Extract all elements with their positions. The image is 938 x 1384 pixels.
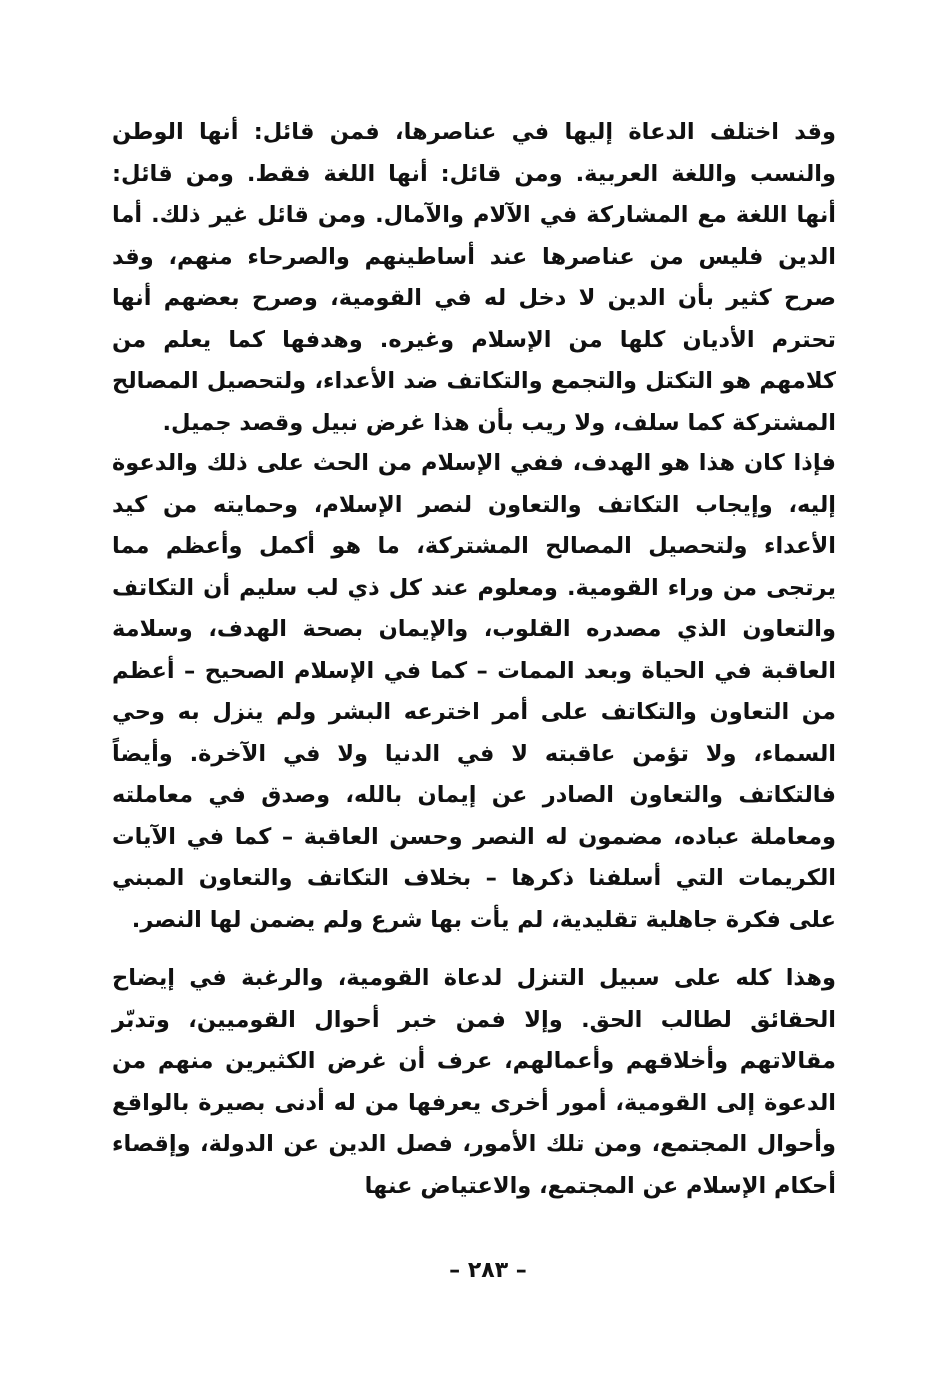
paragraph-2 (112, 443, 836, 941)
paragraph-1 (112, 112, 836, 444)
page-number: – ٢٨٣ – (449, 1258, 527, 1283)
paragraph-3-text: وهذا كله على سبيل التنزل لدعاة القومية، والرغبة في إيضاح الحقائق لطالب الحق. وإلا فمن خبر أحوال القوميين، وتدبّر مقالاتهم وأخلاقهم وأعمالهم، عرف أن غرض الكثيرين منهم من الدعوة إلى القومية، أمور أخرى يعرفها من له أدنى بصيرة بالواقع وأحوال المجتمع، ومن تلك الأمور، فصل الدين عن الدولة، وإقصاء أحكام الإسلام عن المجتمع، والاعتياض عنها (112, 965, 836, 1199)
paragraph-2-text: فإذا كان هذا هو الهدف، ففي الإسلام من الحث على ذلك والدعوة إليه، وإيجاب التكاتف والتعاون لنصر الإسلام، وحمايته من كيد الأعداء ولتحصيل المصالح المشتركة، ما هو أكمل وأعظم مما يرتجى من وراء القومية. ومعلوم عند كل ذي لب سليم أن التكاتف والتعاون الذي مصدره القلوب، والإيمان بصحة الهدف، وسلامة العاقبة في الحياة وبعد الممات – كما في الإسلام الصحيح – أعظم من التعاون والتكاتف على أمر اخترعه البشر ولم ينزل به وحي السماء، ولا تؤمن عاقبته لا في الدنيا ولا في الآخرة. وأيضاً فالتكاتف والتعاون الصادر عن إيمان بالله، وصدق في معاملته ومعاملة عباده، مضمون له النصر وحسن العاقبة – كما في الآيات الكريمات التي أسلفنا ذكرها – بخلاف التكاتف والتعاون المبني على فكرة جاهلية تقليدية، لم يأت بها شرع ولم يضمن لها النصر. (112, 450, 836, 933)
paragraph-1-text: وقد اختلف الدعاة إليها في عناصرها، فمن قائل: أنها الوطن والنسب واللغة العربية. ومن قائل: أنها اللغة فقط. ومن قائل: أنها اللغة مع المشاركة في الآلام والآمال. ومن قائل غير ذلك. أما الدين فليس من عناصرها عند أساطينهم والصرحاء منهم، وقد صرح كثير بأن الدين لا دخل له في القومية، وصرح بعضهم أنها تحترم الأديان كلها من الإسلام وغيره. وهدفها كما يعلم من كلامهم هو التكتل والتجمع والتكاتف ضد الأعداء، ولتحصيل المصالح المشتركة كما سلف، ولا ريب بأن هذا غرض نبيل وقصد جميل. (112, 119, 836, 436)
paragraph-3 (112, 958, 836, 1207)
